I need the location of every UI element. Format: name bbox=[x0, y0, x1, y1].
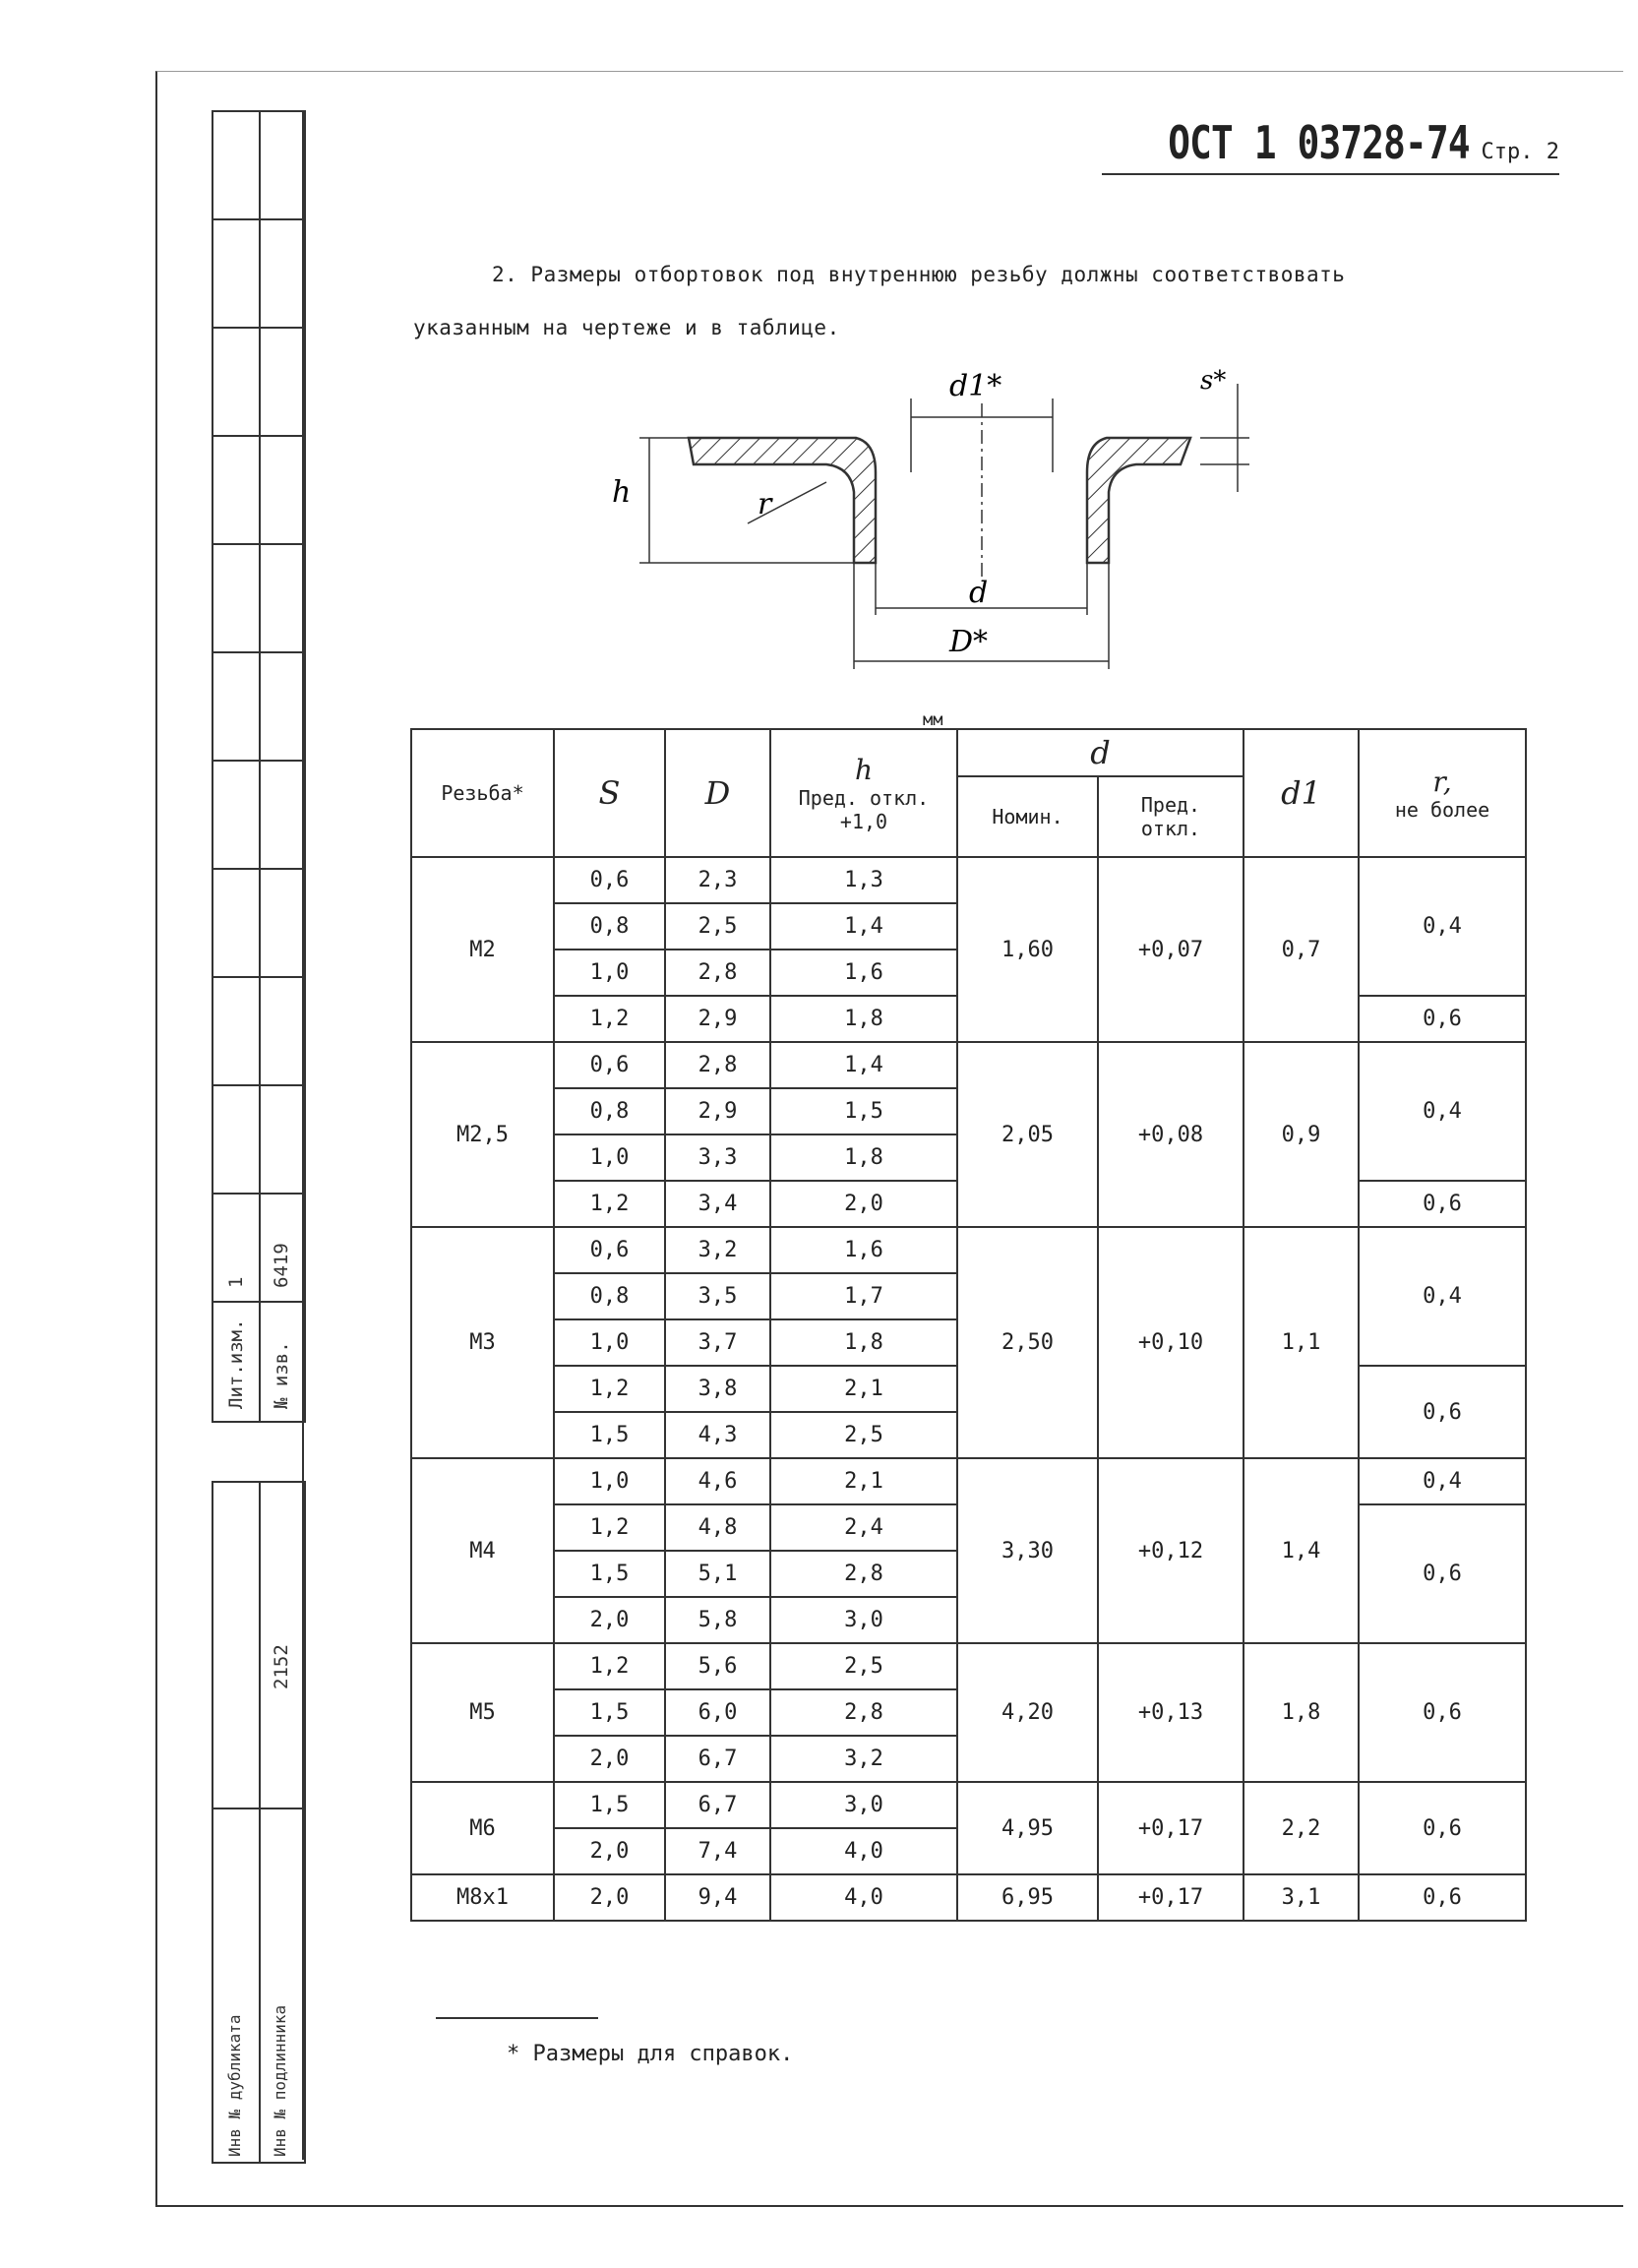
table-cell: 2,50 bbox=[957, 1227, 1098, 1458]
table-cell: 3,2 bbox=[770, 1736, 957, 1782]
table-cell: 0,4 bbox=[1359, 1458, 1526, 1504]
table-cell: +0,12 bbox=[1098, 1458, 1244, 1643]
table-cell: M6 bbox=[411, 1782, 554, 1874]
table-cell: +0,07 bbox=[1098, 857, 1244, 1042]
table-cell: M2,5 bbox=[411, 1042, 554, 1227]
D-label: D* bbox=[949, 625, 989, 659]
table-cell: 1,60 bbox=[957, 857, 1098, 1042]
table-cell: 0,6 bbox=[1359, 1504, 1526, 1643]
table-row bbox=[411, 1042, 1526, 1088]
table-cell: 4,0 bbox=[770, 1828, 957, 1874]
table-cell: 2,5 bbox=[665, 903, 770, 950]
table-cell: 1,7 bbox=[770, 1273, 957, 1319]
no-izv-label: № изв. bbox=[271, 1341, 292, 1409]
table-cell: 2,0 bbox=[554, 1736, 665, 1782]
left-flange-section bbox=[689, 438, 876, 563]
column-divider bbox=[259, 1483, 261, 2162]
inventory-stamp-column bbox=[212, 1481, 306, 2164]
table-cell: 2,0 bbox=[554, 1828, 665, 1874]
flange-dimensions-table bbox=[410, 728, 1527, 1922]
table-cell: 6,0 bbox=[665, 1689, 770, 1736]
table-cell: 2,8 bbox=[665, 950, 770, 996]
table-cell: 3,4 bbox=[665, 1181, 770, 1227]
table-cell: 0,6 bbox=[1359, 1181, 1526, 1227]
column-divider bbox=[259, 112, 261, 1421]
table-cell: 1,1 bbox=[1244, 1227, 1359, 1458]
table-cell: 0,8 bbox=[554, 903, 665, 950]
inv-duplicate-label: Инв № дубликата bbox=[225, 2014, 244, 2157]
table-cell: 1,0 bbox=[554, 1134, 665, 1181]
table-cell: 4,6 bbox=[665, 1458, 770, 1504]
document-header bbox=[1102, 116, 1559, 175]
table-row bbox=[411, 1782, 1526, 1828]
table-cell: 2,5 bbox=[770, 1412, 957, 1458]
table-cell: 2,1 bbox=[770, 1366, 957, 1412]
table-cell: 1,2 bbox=[554, 1181, 665, 1227]
table-cell: M2 bbox=[411, 857, 554, 1042]
table-cell: M3 bbox=[411, 1227, 554, 1458]
table-cell: 4,8 bbox=[665, 1504, 770, 1551]
table-cell: 1,5 bbox=[770, 1088, 957, 1134]
table-cell: 1,2 bbox=[554, 1643, 665, 1689]
col-h: h Пред. откл. +1,0 bbox=[770, 729, 957, 857]
table-cell: 2,8 bbox=[665, 1042, 770, 1088]
table-cell: 0,6 bbox=[554, 857, 665, 903]
table-cell: M4 bbox=[411, 1458, 554, 1643]
table-cell: 0,6 bbox=[1359, 1782, 1526, 1874]
table-cell: 5,6 bbox=[665, 1643, 770, 1689]
table-cell: 2,05 bbox=[957, 1042, 1098, 1227]
table-cell: 1,8 bbox=[770, 1319, 957, 1366]
no-izv-value: 6419 bbox=[271, 1243, 292, 1288]
lit-izm-value: 1 bbox=[225, 1276, 247, 1288]
table-cell: 2,8 bbox=[770, 1689, 957, 1736]
table-cell: 0,4 bbox=[1359, 857, 1526, 996]
stamp-row-line bbox=[213, 1193, 304, 1195]
table-cell: 1,2 bbox=[554, 1366, 665, 1412]
table-cell: 1,2 bbox=[554, 996, 665, 1042]
table-cell: 2,9 bbox=[665, 1088, 770, 1134]
h-label: h bbox=[612, 475, 632, 510]
col-D: D bbox=[665, 729, 770, 857]
revision-stamp-column bbox=[212, 110, 306, 1423]
table-cell: 0,4 bbox=[1359, 1042, 1526, 1181]
col-s: S bbox=[554, 729, 665, 857]
table-cell: M5 bbox=[411, 1643, 554, 1782]
table-cell: 2,0 bbox=[554, 1874, 665, 1921]
right-flange-section bbox=[1087, 438, 1190, 563]
table-cell: 3,3 bbox=[665, 1134, 770, 1181]
paragraph-line: 2. Размеры отбортовок под внутреннюю резьбу должны соответствовать bbox=[492, 263, 1346, 286]
stamp-row-line bbox=[213, 1301, 304, 1303]
paragraph-line: указанным на чертеже и в таблице. bbox=[413, 316, 840, 339]
footnote-divider bbox=[436, 2017, 598, 2019]
table-cell: 0,6 bbox=[1359, 1874, 1526, 1921]
stamp-row-line bbox=[213, 1808, 304, 1809]
stamp-row-line bbox=[213, 760, 304, 762]
table-cell: 3,5 bbox=[665, 1273, 770, 1319]
col-d: d bbox=[957, 729, 1244, 776]
table-cell: 1,4 bbox=[1244, 1458, 1359, 1643]
table-row bbox=[411, 1643, 1526, 1689]
table-cell: 1,8 bbox=[770, 996, 957, 1042]
table-cell: 1,8 bbox=[770, 1134, 957, 1181]
table-cell: 0,6 bbox=[1359, 996, 1526, 1042]
table-cell: +0,17 bbox=[1098, 1782, 1244, 1874]
col-thread: Резьба* bbox=[411, 729, 554, 857]
table-cell: 0,4 bbox=[1359, 1227, 1526, 1366]
table-cell: 1,5 bbox=[554, 1689, 665, 1736]
table-cell: 0,7 bbox=[1244, 857, 1359, 1042]
inventory-number: 2152 bbox=[271, 1644, 292, 1689]
table-row bbox=[411, 857, 1526, 903]
table-cell: 0,6 bbox=[554, 1042, 665, 1088]
d-label: d bbox=[969, 576, 989, 610]
table-cell: 1,5 bbox=[554, 1782, 665, 1828]
table-cell: 1,6 bbox=[770, 950, 957, 996]
table-cell: 1,5 bbox=[554, 1551, 665, 1597]
table-row bbox=[411, 1458, 1526, 1504]
col-d-tolerance: Пред. откл. bbox=[1098, 776, 1244, 857]
table-cell: 1,3 bbox=[770, 857, 957, 903]
stamp-row-line bbox=[213, 327, 304, 329]
table-cell: 2,0 bbox=[770, 1181, 957, 1227]
document-code: ОСТ 1 03728-74 bbox=[1168, 116, 1470, 169]
section-paragraph bbox=[413, 248, 1535, 354]
page-number: Стр. 2 bbox=[1481, 140, 1559, 164]
table-cell: 3,0 bbox=[770, 1597, 957, 1643]
table-cell: 0,8 bbox=[554, 1273, 665, 1319]
table-cell: 1,5 bbox=[554, 1412, 665, 1458]
table-row bbox=[411, 1874, 1526, 1921]
stamp-row-line bbox=[213, 1084, 304, 1086]
col-d-nominal: Номин. bbox=[957, 776, 1098, 857]
table-cell: 6,95 bbox=[957, 1874, 1098, 1921]
table-cell: 2,8 bbox=[770, 1551, 957, 1597]
table-cell: 1,6 bbox=[770, 1227, 957, 1273]
table-cell: 4,20 bbox=[957, 1643, 1098, 1782]
table-cell: +0,10 bbox=[1098, 1227, 1244, 1458]
table-cell: M8x1 bbox=[411, 1874, 554, 1921]
table-cell: 4,95 bbox=[957, 1782, 1098, 1874]
table-cell: 5,8 bbox=[665, 1597, 770, 1643]
table-cell: +0,13 bbox=[1098, 1643, 1244, 1782]
table-cell: 1,0 bbox=[554, 950, 665, 996]
s-label: s* bbox=[1200, 366, 1227, 396]
d1-label: d1* bbox=[949, 369, 1002, 403]
table-cell: 0,6 bbox=[1359, 1643, 1526, 1782]
stamp-row-line bbox=[213, 435, 304, 437]
table-cell: 3,7 bbox=[665, 1319, 770, 1366]
table-cell: 2,2 bbox=[1244, 1782, 1359, 1874]
stamp-row-line bbox=[213, 976, 304, 978]
table-units: мм bbox=[923, 710, 943, 730]
table-cell: 1,4 bbox=[770, 903, 957, 950]
col-d1: d1 bbox=[1244, 729, 1359, 857]
stamp-row-line bbox=[213, 543, 304, 545]
lit-izm-label: Лит.изм. bbox=[225, 1318, 247, 1409]
footnote: * Размеры для справок. bbox=[507, 2042, 794, 2066]
table-cell: 4,3 bbox=[665, 1412, 770, 1458]
table-cell: 2,5 bbox=[770, 1643, 957, 1689]
table-cell: 3,30 bbox=[957, 1458, 1098, 1643]
table-cell: 2,1 bbox=[770, 1458, 957, 1504]
table-cell: 4,0 bbox=[770, 1874, 957, 1921]
table-cell: 3,2 bbox=[665, 1227, 770, 1273]
table-cell: 5,1 bbox=[665, 1551, 770, 1597]
table-cell: 1,2 bbox=[554, 1504, 665, 1551]
table-row bbox=[411, 1227, 1526, 1273]
inv-original-label: Инв № подлинника bbox=[271, 2004, 289, 2157]
stamp-row-line bbox=[213, 218, 304, 220]
table-cell: 1,8 bbox=[1244, 1643, 1359, 1782]
table-body bbox=[411, 857, 1526, 1921]
flange-cross-section-drawing bbox=[561, 344, 1269, 679]
table-cell: 3,1 bbox=[1244, 1874, 1359, 1921]
r-label: r bbox=[758, 487, 772, 521]
col-r: r, не более bbox=[1359, 729, 1526, 857]
table-cell: 1,0 bbox=[554, 1319, 665, 1366]
stamp-row-line bbox=[213, 868, 304, 870]
table-cell: 0,8 bbox=[554, 1088, 665, 1134]
table-cell: 2,0 bbox=[554, 1597, 665, 1643]
table-cell: 9,4 bbox=[665, 1874, 770, 1921]
table-cell: 6,7 bbox=[665, 1782, 770, 1828]
table-cell: +0,08 bbox=[1098, 1042, 1244, 1227]
table-cell: 2,9 bbox=[665, 996, 770, 1042]
table-cell: 1,0 bbox=[554, 1458, 665, 1504]
table-cell: 7,4 bbox=[665, 1828, 770, 1874]
table-cell: 2,3 bbox=[665, 857, 770, 903]
table-cell: 0,9 bbox=[1244, 1042, 1359, 1227]
table-cell: 0,6 bbox=[1359, 1366, 1526, 1458]
table-cell: 3,8 bbox=[665, 1366, 770, 1412]
table-cell: 3,0 bbox=[770, 1782, 957, 1828]
table-cell: 0,6 bbox=[554, 1227, 665, 1273]
table-cell: 2,4 bbox=[770, 1504, 957, 1551]
table-cell: +0,17 bbox=[1098, 1874, 1244, 1921]
table-cell: 1,4 bbox=[770, 1042, 957, 1088]
table-cell: 6,7 bbox=[665, 1736, 770, 1782]
stamp-row-line bbox=[213, 651, 304, 653]
